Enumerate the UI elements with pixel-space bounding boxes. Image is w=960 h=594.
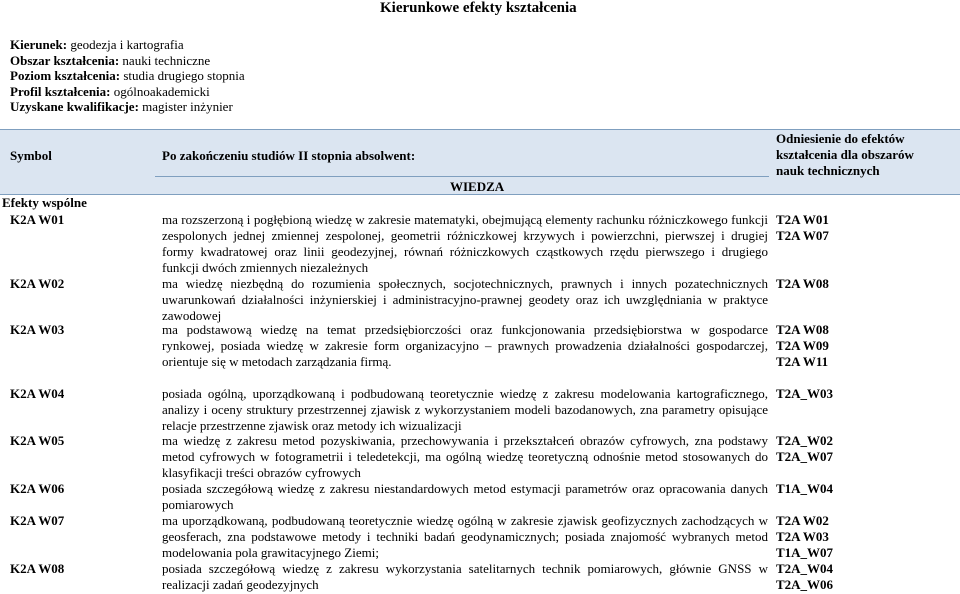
row-symbol: K2A W04	[10, 386, 65, 401]
reference-header-line: Odniesienie do efektów	[776, 131, 905, 146]
reference-code: T2A W02	[776, 513, 829, 528]
header-top-rule	[0, 129, 960, 130]
row-symbol: K2A W06	[10, 481, 65, 496]
column-header-reference	[776, 131, 914, 179]
row-references	[776, 212, 829, 244]
reference-code: T2A W11	[776, 354, 829, 369]
row-symbol: K2A W02	[10, 276, 65, 291]
row-description: ma wiedzę z zakresu metod pozyskiwania, przechowywania i przekształceń obrazów cyfrowych, zna podstawy metod cyfrowych w fotogrametrii i teledetekcji, ma ogólną wiedzę teoretyczną odnośnie metod stosowanych do klasyfikacji treści obrazów cyfrowych	[162, 433, 768, 480]
reference-code: T2A_W07	[776, 449, 834, 464]
column-header-description: Po zakończeniu studiów II stopnia absolwent:	[162, 148, 416, 163]
reference-code: T2A W01	[776, 212, 829, 227]
row-references	[776, 433, 833, 465]
row-references	[776, 561, 833, 593]
meta-label: Obszar kształcenia:	[10, 52, 120, 68]
row-description: posiada szczegółową wiedzę z zakresu niestandardowych metod estymacji parametrów oraz opracowania danych pomiarowych	[162, 481, 768, 512]
reference-code: T2A_W04	[776, 561, 834, 576]
row-description: ma wiedzę niezbędną do rozumienia społecznych, socjotechnicznych, prawnych i innych pozatechnicznych uwarunkowań działalności inżynierskiej i administracyjno-prawnej geodety oraz ich uwzględniania w praktyce zawodowej	[162, 276, 768, 323]
header-mid-rule	[155, 176, 769, 177]
reference-header-line: kształcenia dla obszarów	[776, 147, 914, 162]
reference-code: T2A W09	[776, 338, 829, 353]
reference-code: T1A_W04	[776, 481, 834, 496]
group-label: Efekty wspólne	[2, 195, 87, 210]
row-references	[776, 322, 829, 370]
meta-label: Kierunek:	[10, 37, 68, 52]
reference-code: T2A_W03	[776, 386, 834, 401]
meta-label: Poziom kształcenia:	[10, 68, 121, 83]
row-description: ma podstawową wiedzę na temat przedsiębiorczości oraz funkcjonowania przedsiębiorstwa w gospodarce rynkowej, posiada wiedzę w zakresie form organizacyjno – prawnych prowadzenia działalności gospodarczej, orientuje się w metodach zarządzania firmą.	[162, 322, 768, 369]
meta-line-poziom	[10, 68, 245, 84]
meta-line-profil	[10, 84, 245, 100]
row-symbol: K2A W01	[10, 212, 65, 227]
row-symbol: K2A W08	[10, 561, 65, 576]
meta-line-kwalifikacje	[10, 99, 245, 115]
row-references	[776, 386, 833, 402]
meta-line-kierunek	[10, 37, 245, 53]
program-meta	[10, 37, 245, 115]
row-symbol: K2A W05	[10, 433, 65, 448]
reference-code: T2A_W02	[776, 433, 834, 448]
row-references	[776, 276, 829, 292]
reference-code: T2A W08	[776, 276, 829, 291]
section-header-wiedza: WIEDZA	[450, 179, 505, 194]
meta-line-obszar	[10, 53, 245, 69]
meta-value: magister inżynier	[138, 99, 233, 114]
row-references	[776, 481, 833, 497]
row-description: posiada szczegółową wiedzę z zakresu wykorzystania satelitarnych technik pomiarowych, głównie GNSS w realizacji zadań geodezyjnych	[162, 561, 768, 592]
reference-code: T2A W03	[776, 529, 829, 544]
row-references	[776, 513, 833, 561]
meta-value: nauki techniczne	[119, 52, 211, 68]
reference-code: T2A W08	[776, 322, 829, 337]
reference-code: T2A W07	[776, 228, 829, 243]
reference-code: T2A_W06	[776, 577, 834, 592]
meta-label: Uzyskane kwalifikacje:	[10, 99, 139, 114]
column-header-symbol: Symbol	[10, 148, 52, 163]
meta-value: studia drugiego stopnia	[120, 68, 245, 83]
meta-value: geodezja i kartografia	[67, 37, 184, 52]
row-symbol: K2A W07	[10, 513, 65, 528]
row-symbol: K2A W03	[10, 322, 65, 337]
row-description: ma rozszerzoną i pogłębioną wiedzę w zakresie matematyki, obejmującą elementy rachunku różniczkowego funkcji zespolonych jednej zmiennej zespolonej, geometrii różniczkowej krzywych i powierzchni, pierwszej i drugiej formy kwadratowej oraz linii geodezyjnej, równań różniczkowych cząstkowych rzędu pierwszego i drugiego funkcji dwóch zmiennych niezależnych	[162, 212, 768, 275]
row-description: posiada ogólną, uporządkowaną i podbudowaną teoretycznie wiedzę z zakresu modelowania kartograficznego, analizy i oceny struktury przestrzennej zjawisk z wykorzystaniem modeli bazodanowych, zna parametry opisujące relacje przestrzenne zjawisk oraz metody ich wizualizacji	[162, 386, 768, 433]
meta-value: ogólnoakademicki	[110, 83, 210, 99]
document-title: Kierunkowe efekty kształcenia	[380, 0, 577, 16]
reference-header-line: nauk technicznych	[776, 163, 880, 178]
row-description: ma uporządkowaną, podbudowaną teoretycznie wiedzę ogólną w zakresie zjawisk geofizycznych zachodzących w geosferach, zna podstawowe metody i techniki badań geodynamicznych; posiada znajomość wybranych metod modelowania pola grawitacyjnego Ziemi;	[162, 513, 768, 560]
reference-code: T1A_W07	[776, 545, 834, 560]
meta-label: Profil kształcenia:	[10, 83, 111, 99]
